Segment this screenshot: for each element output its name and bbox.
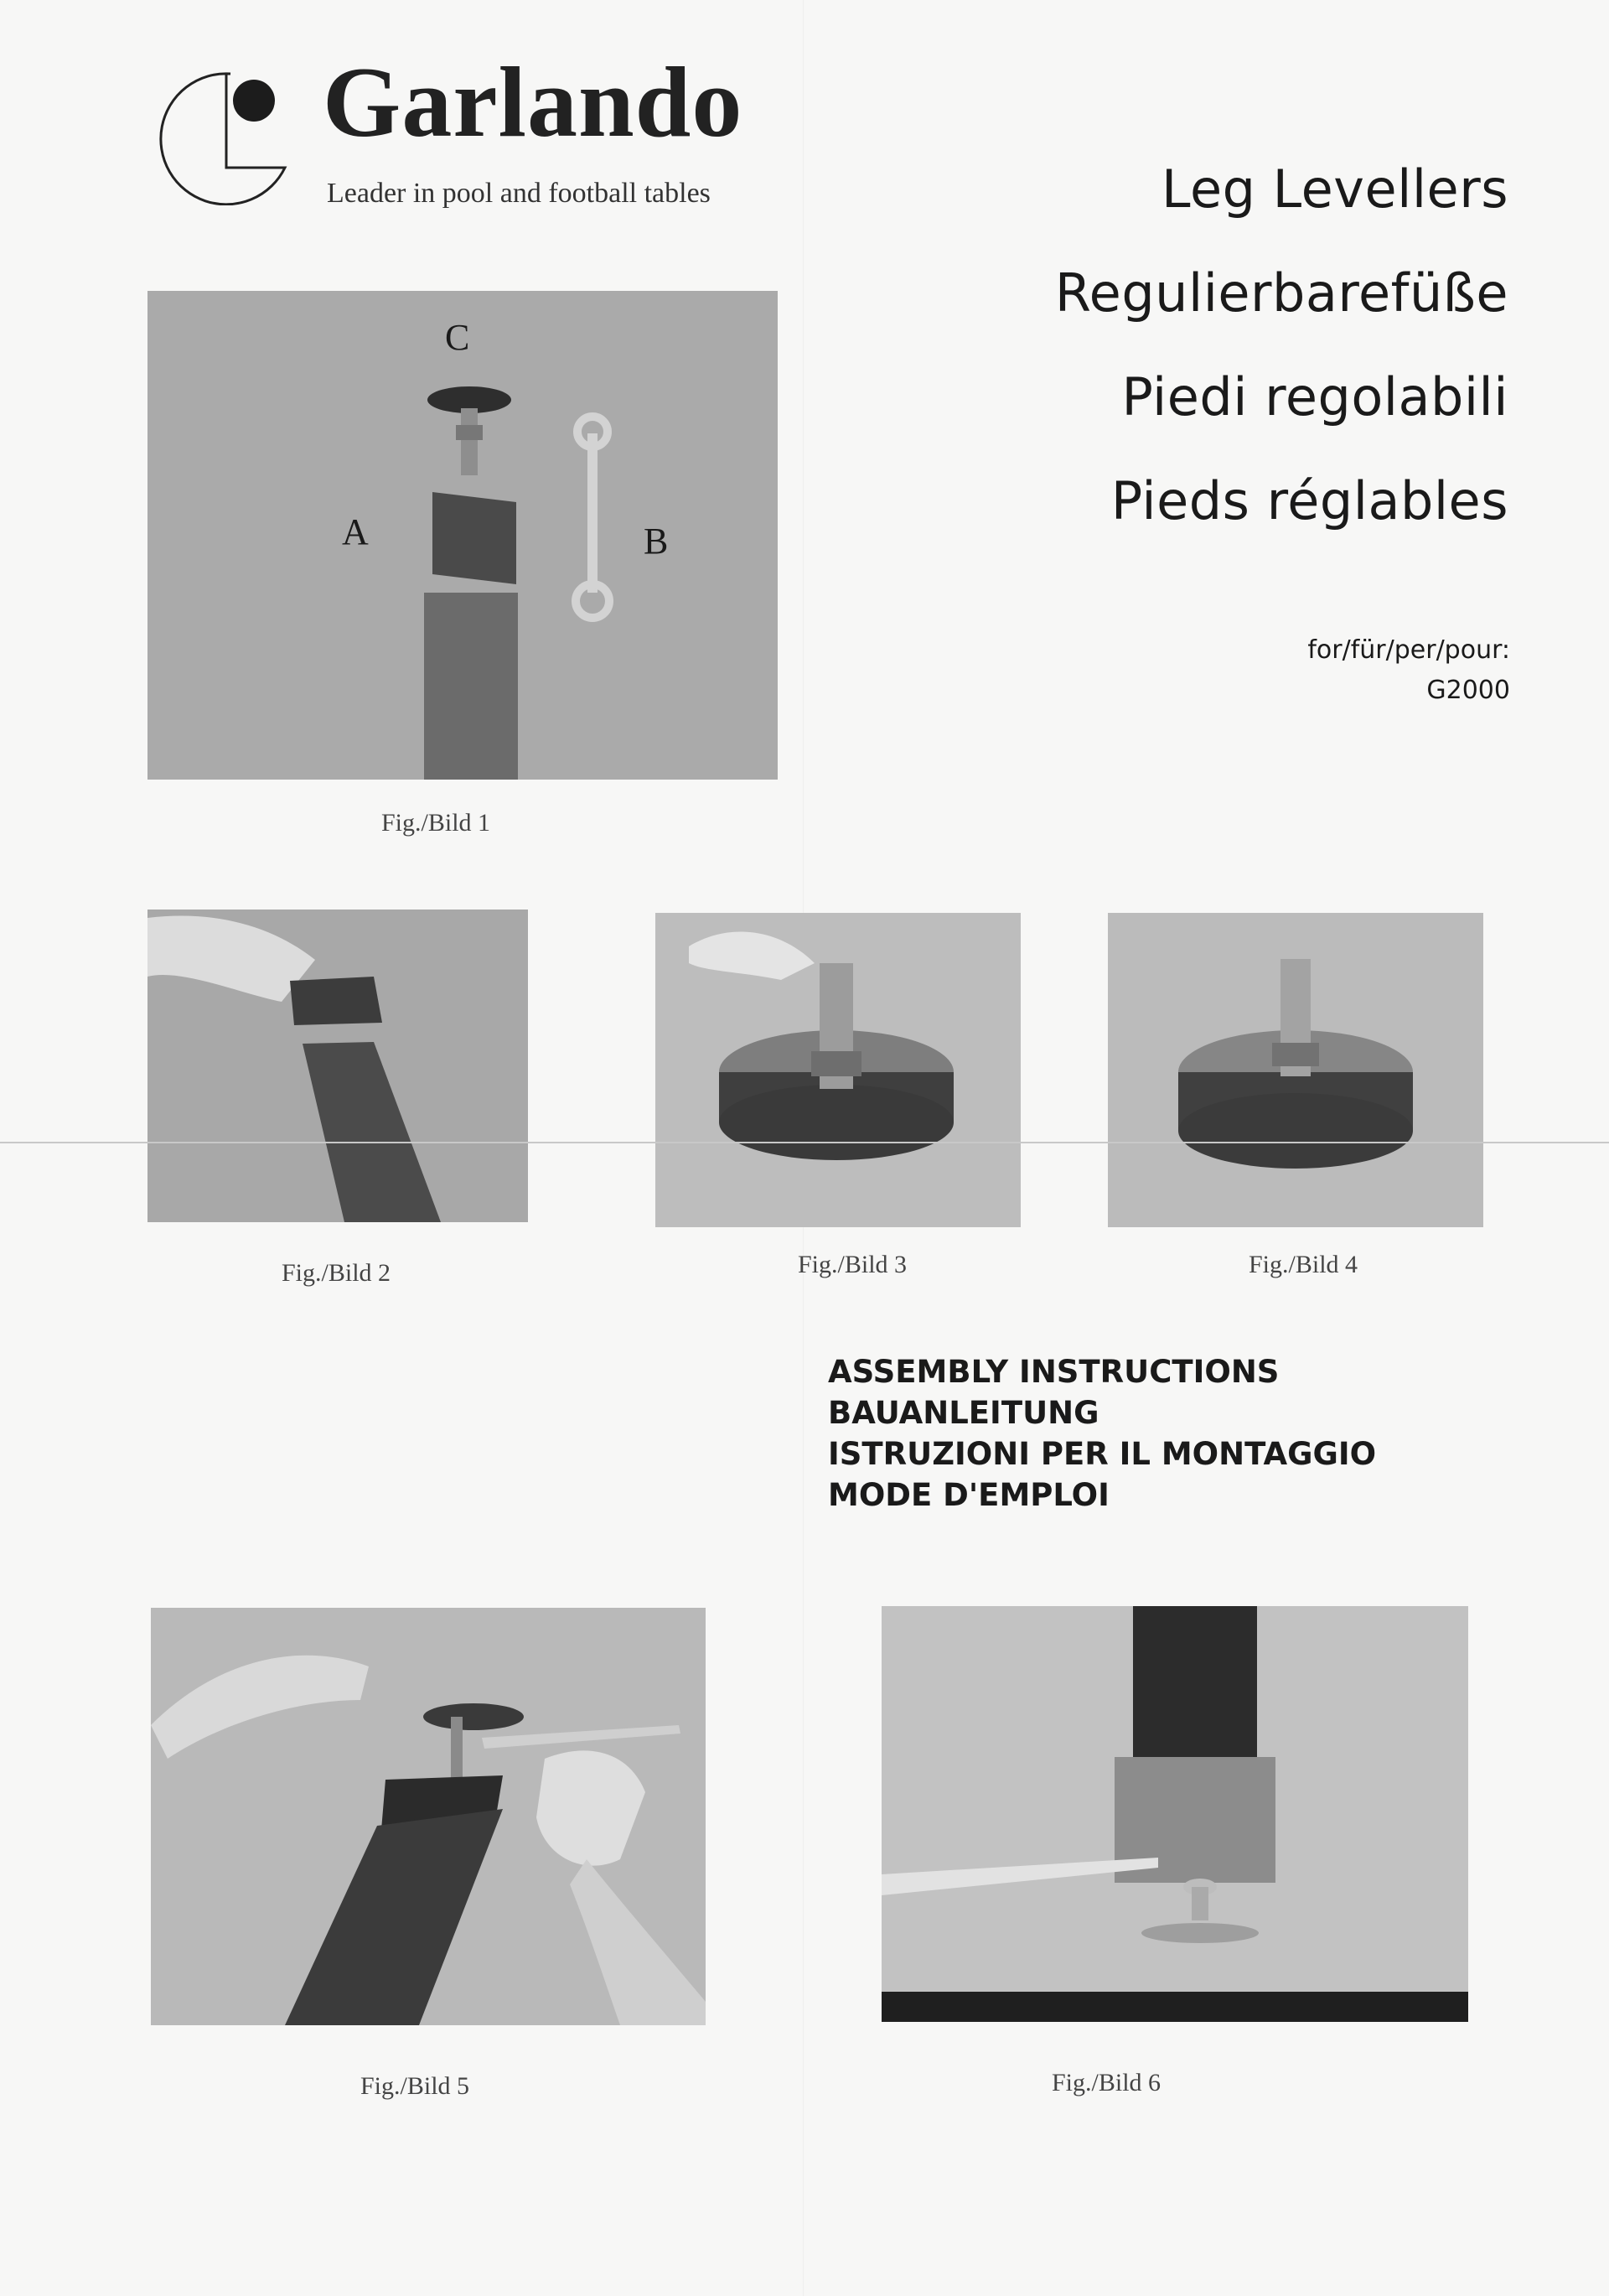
figure-6-photo [882, 1606, 1468, 2022]
figure-1-caption: Fig./Bild 1 [381, 809, 491, 837]
figure-5-caption: Fig./Bild 5 [360, 2072, 470, 2100]
instructions-german: BAUANLEITUNG [828, 1395, 1099, 1431]
figure-3-caption: Fig./Bild 3 [798, 1251, 908, 1278]
title-english: Leg Levellers [1161, 158, 1508, 220]
figure-6-caption: Fig./Bild 6 [1052, 2069, 1161, 2096]
for-label: for/für/per/pour: [1307, 635, 1510, 665]
figure-1-photo [147, 291, 778, 780]
brand-name: Garlando [323, 46, 743, 158]
instructions-italian: ISTRUZIONI PER IL MONTAGGIO [828, 1436, 1377, 1472]
figure-3-photo [655, 913, 1021, 1227]
title-german: Regulierbarefüße [1054, 262, 1508, 324]
figure-4-caption: Fig./Bild 4 [1249, 1251, 1358, 1278]
instructions-french: MODE D'EMPLOI [828, 1477, 1110, 1513]
figure-4-photo [1108, 913, 1483, 1227]
page-fold-horizontal [0, 1142, 1609, 1143]
product-title-block [1054, 158, 1508, 579]
figure-5-photo [151, 1608, 706, 2025]
figure-2-photo [147, 910, 528, 1222]
title-french: Pieds réglables [1110, 470, 1508, 531]
garlando-logo-icon [147, 67, 293, 205]
brand-tagline: Leader in pool and football tables [327, 178, 711, 209]
title-italian: Piedi regolabili [1121, 366, 1508, 428]
figure-1-label-c: C [445, 317, 470, 358]
figure-2-caption: Fig./Bild 2 [282, 1259, 391, 1287]
product-model-block [1307, 630, 1510, 711]
assembly-instructions-heading [828, 1351, 1376, 1516]
figure-1-label-a: A [342, 511, 369, 552]
instructions-english: ASSEMBLY INSTRUCTIONS [828, 1354, 1280, 1390]
model-number: G2000 [1426, 676, 1510, 705]
figure-1-label-b: B [644, 521, 669, 562]
